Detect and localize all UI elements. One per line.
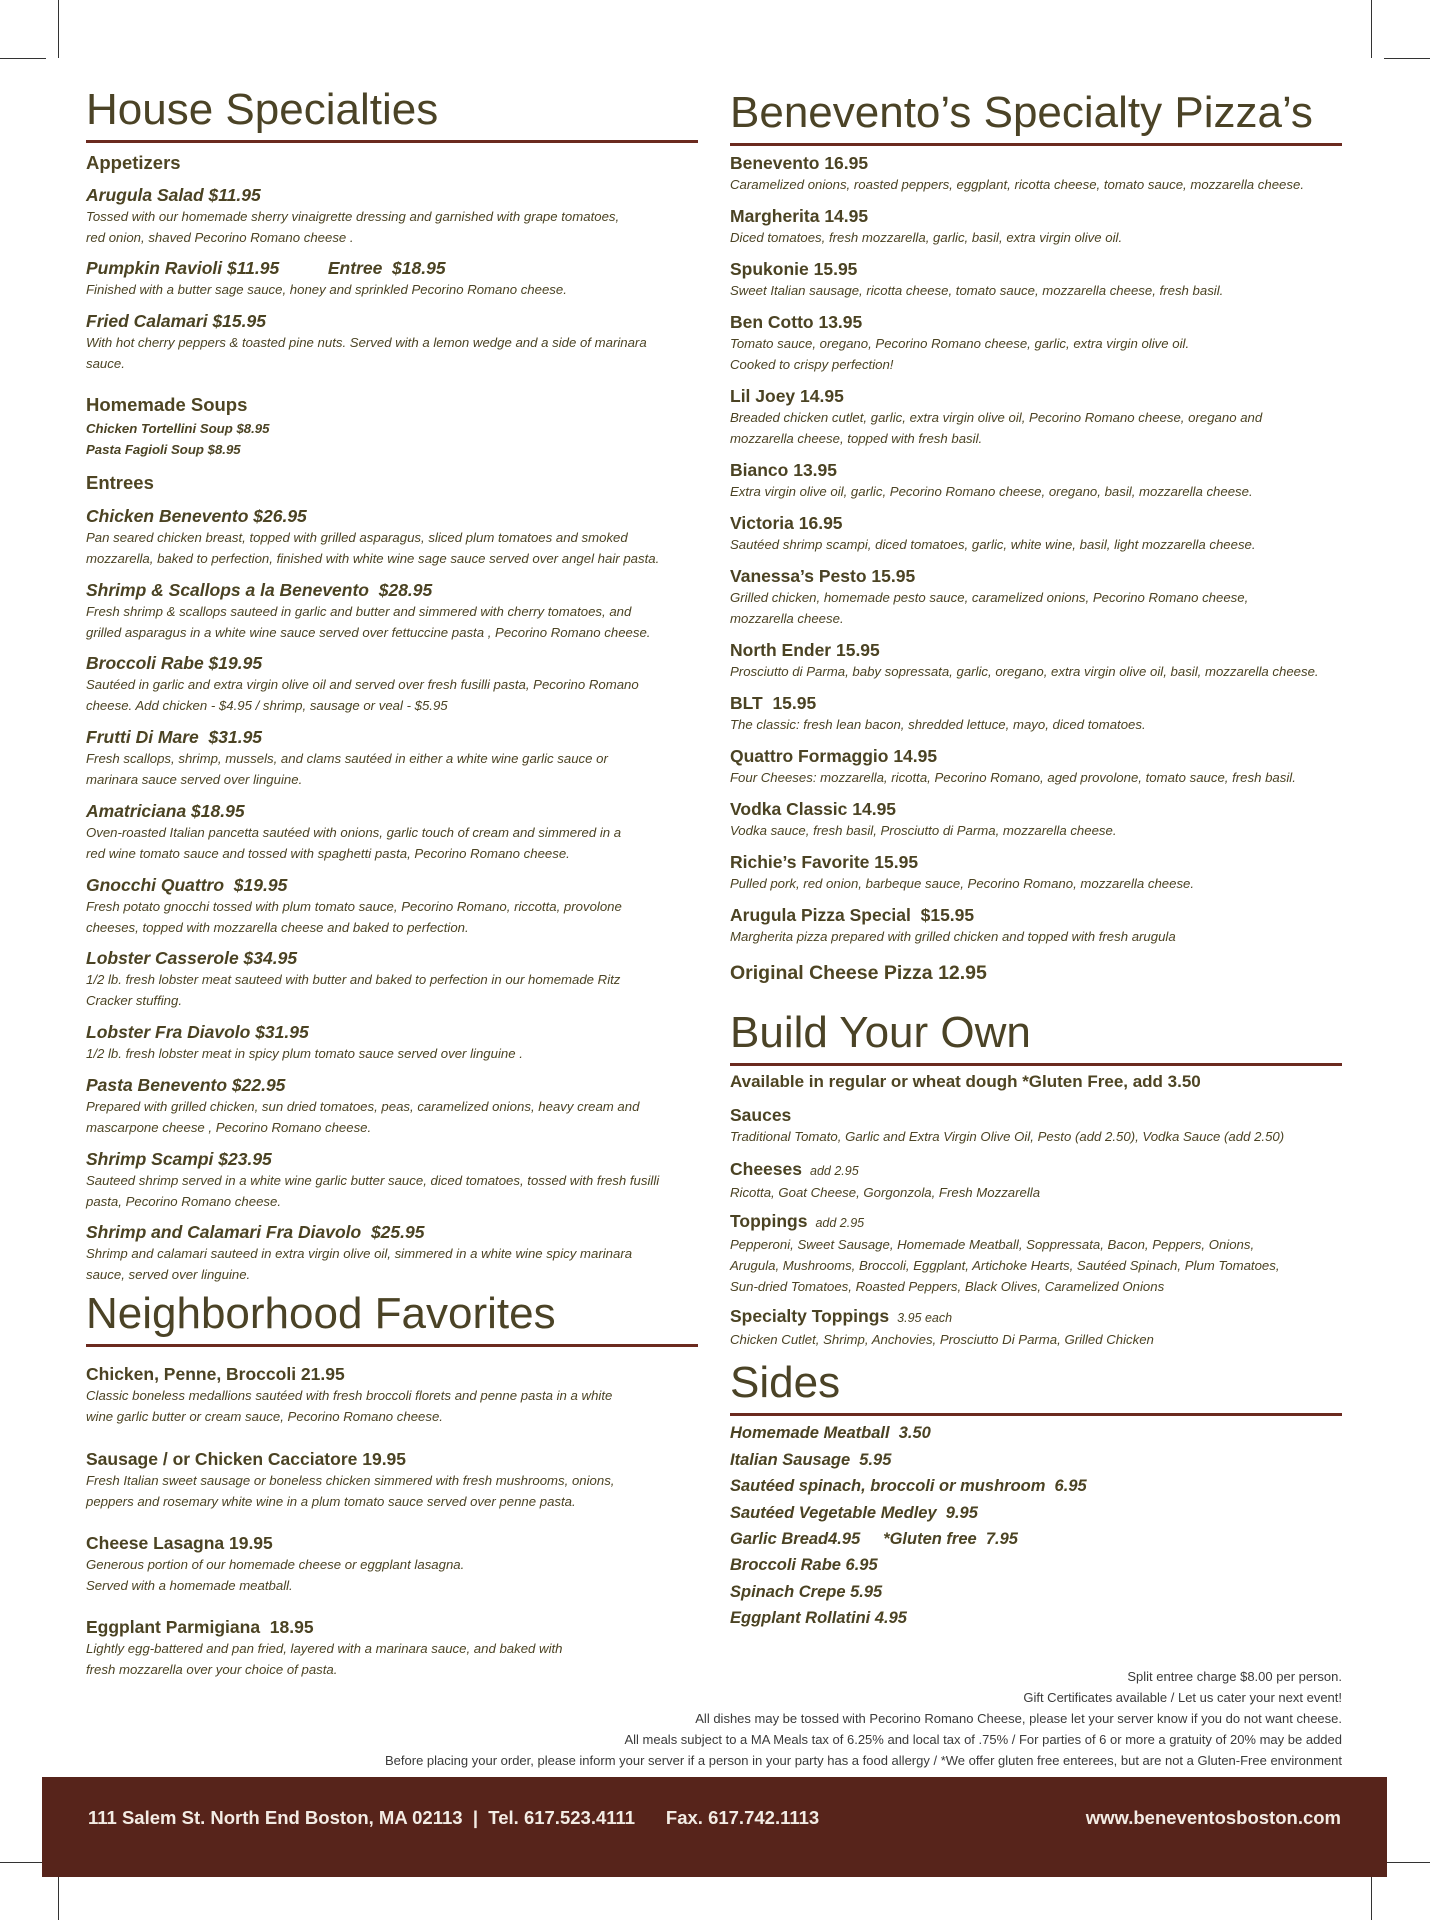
build-your-own-title: Build Your Own (730, 1011, 1342, 1066)
soup-item: Chicken Tortellini Soup $8.95 (86, 421, 270, 436)
item-description: Four Cheeses: mozzarella, ricotta, Pecorino Romano, aged provolone, tomato sauce, fresh basil. (730, 770, 1296, 785)
menu-item (86, 505, 706, 569)
item-description: Fresh potato gnocchi tossed with plum tomato sauce, Pecorino Romano, riccotta, provolone cheeses, topped with mozzarella cheese and baked to perfection. (86, 899, 622, 935)
note-line: All dishes may be tossed with Pecorino Romano Cheese, please let your server know if you do not want cheese. (695, 1711, 1342, 1726)
item-name: Arugula Salad $11.95 (86, 185, 261, 205)
item-name: Vanessa’s Pesto 15.95 (730, 566, 916, 586)
side-item: Homemade Meatball 3.50 (730, 1424, 931, 1442)
menu-item (86, 1074, 706, 1138)
pizza-item (730, 258, 1350, 301)
crop-mark (0, 58, 46, 59)
item-description: Shrimp and calamari sauteed in extra virgin olive oil, simmered in a white wine spicy marinara sauce, served over linguine. (86, 1246, 633, 1282)
crop-mark (58, 0, 59, 58)
crop-mark (1384, 58, 1430, 59)
item-description: Tomato sauce, oregano, Pecorino Romano cheese, garlic, extra virgin olive oil. Cooked to crispy perfection! (730, 336, 1190, 372)
menu-item (86, 652, 706, 716)
item-description: Sautéed shrimp scampi, diced tomatoes, garlic, white wine, basil, light mozzarella cheese. (730, 537, 1256, 552)
menu-item (86, 1448, 706, 1512)
note-line: Gift Certificates available / Let us cater your next event! (1023, 1690, 1342, 1705)
item-description: Breaded chicken cutlet, garlic, extra virgin olive oil, Pecorino Romano cheese, oregano and mozzarella cheese, topped with fresh basil. (730, 410, 1263, 446)
item-description: Sauteed shrimp served in a white wine garlic butter sauce, diced tomatoes, tossed with fresh fusilli pasta, Pecorino Romano cheese. (86, 1173, 660, 1209)
toppings-group (730, 1210, 1350, 1297)
item-name: Ben Cotto 13.95 (730, 312, 863, 332)
item-name: Lobster Casserole $34.95 (86, 948, 298, 968)
item-name: Eggplant Parmigiana 18.95 (86, 1617, 314, 1637)
item-description: Lightly egg-battered and pan fried, layered with a marinara sauce, and baked with fresh mozzarella over your choice of pasta. (86, 1641, 563, 1677)
item-name: Shrimp & Scallops a la Benevento $28.95 (86, 580, 433, 600)
item-name: Vodka Classic 14.95 (730, 799, 897, 819)
specialty-toppings-heading: Specialty Toppings (730, 1306, 890, 1326)
item-description: Diced tomatoes, fresh mozzarella, garlic, basil, extra virgin olive oil. (730, 230, 1123, 245)
item-description: Fresh scallops, shrimp, mussels, and clams sautéed in either a white wine garlic sauce or marinara sauce served over linguine. (86, 751, 608, 787)
side-item: Garlic Bread4.95 *Gluten free 7.95 (730, 1530, 1018, 1548)
item-name: Lobster Fra Diavolo $31.95 (86, 1022, 309, 1042)
note-line: All meals subject to a MA Meals tax of 6.25% and local tax of .75% / For parties of 6 or more a gratuity of 20% may be added (624, 1732, 1342, 1747)
sauces-heading: Sauces (730, 1105, 792, 1125)
item-description: Extra virgin olive oil, garlic, Pecorino Romano cheese, oregano, basil, mozzarella cheese. (730, 484, 1253, 499)
item-name: Frutti Di Mare $31.95 (86, 727, 263, 747)
pizza-item (730, 385, 1350, 449)
item-description: Prepared with grilled chicken, sun dried tomatoes, peas, caramelized onions, heavy cream and mascarpone cheese , Pecorino Romano cheese. (86, 1099, 640, 1135)
side-item: Eggplant Rollatini 4.95 (730, 1609, 907, 1627)
item-name: Fried Calamari $15.95 (86, 311, 266, 331)
address-and-phone: 111 Salem St. North End Boston, MA 02113 | Tel. 617.523.4111 Fax. 617.742.1113 (88, 1807, 820, 1828)
pizza-item (730, 205, 1350, 248)
item-name: Chicken, Penne, Broccoli 21.95 (86, 1364, 345, 1384)
item-description: The classic: fresh lean bacon, shredded lettuce, mayo, diced tomatoes. (730, 717, 1146, 732)
item-name: Margherita 14.95 (730, 206, 869, 226)
item-description: Classic boneless medallions sautéed with fresh broccoli florets and penne pasta in a white wine garlic butter or cream sauce, Pecorino Romano cheese. (86, 1388, 613, 1424)
cheeses-price: add 2.95 (810, 1164, 859, 1178)
item-description: Margherita pizza prepared with grilled chicken and topped with fresh arugula (730, 929, 1176, 944)
item-description: Tossed with our homemade sherry vinaigrette dressing and garnished with grape tomatoes, red onion, shaved Pecorino Romano cheese . (86, 209, 620, 245)
note-line: Before placing your order, please inform your server if a person in your party has a food allergy / *We offer gluten free enterees, but are not a Gluten-Free environment (385, 1753, 1342, 1768)
item-name: Bianco 13.95 (730, 460, 837, 480)
dough-options: Available in regular or wheat dough *Gluten Free, add 3.50 (730, 1072, 1201, 1091)
item-description: Sautéed in garlic and extra virgin olive oil and served over fresh fusilli pasta, Pecorino Romano cheese. Add chicken - $4.95 / shrimp, sausage or veal - $5.95 (86, 677, 639, 713)
specialty-toppings-group (730, 1305, 1350, 1350)
item-description: Fresh shrimp & scallops sauteed in garlic and butter and simmered with cherry tomatoes, and grilled asparagus in a white wine sauce served over fettuccine pasta , Pecorino Romano cheese. (86, 604, 651, 640)
menu-item (86, 1221, 706, 1285)
item-description: Grilled chicken, homemade pesto sauce, caramelized onions, Pecorino Romano cheese, mozzarella cheese. (730, 590, 1249, 626)
sauces-group (730, 1104, 1350, 1147)
toppings-price: add 2.95 (815, 1216, 865, 1230)
item-name: Broccoli Rabe $19.95 (86, 653, 263, 673)
item-name: Richie’s Favorite 15.95 (730, 852, 919, 872)
menu-item (86, 579, 706, 643)
menu-item (86, 726, 706, 790)
pizza-item (730, 311, 1350, 375)
crop-mark (0, 1862, 46, 1863)
fine-print (385, 1666, 1342, 1771)
side-item: Sautéed Vegetable Medley 9.95 (730, 1504, 978, 1522)
neighborhood-favorites-title: Neighborhood Favorites (86, 1292, 698, 1347)
cheeses-group (730, 1158, 1350, 1203)
item-name: Pumpkin Ravioli $11.95 Entree $18.95 (86, 258, 446, 278)
item-name: Shrimp Scampi $23.95 (86, 1149, 272, 1169)
specialty-toppings-price: 3.95 each (897, 1311, 953, 1325)
pizza-item (730, 565, 1350, 629)
side-item: Sautéed spinach, broccoli or mushroom 6.95 (730, 1477, 1087, 1495)
note-line: Split entree charge $8.00 per person. (1127, 1669, 1342, 1684)
menu-item (86, 1148, 706, 1212)
menu-item (86, 947, 706, 1011)
menu-item (86, 1532, 706, 1596)
soup-list (86, 418, 706, 460)
item-description: Prosciutto di Parma, baby sopressata, garlic, oregano, extra virgin olive oil, basil, mozzarella cheese. (730, 664, 1319, 679)
pizza-item (730, 745, 1350, 788)
item-name: Victoria 16.95 (730, 513, 843, 533)
pizza-item (730, 851, 1350, 894)
soups-heading: Homemade Soups (86, 394, 248, 415)
menu-item (86, 1021, 706, 1064)
menu-item (86, 310, 706, 374)
side-item: Broccoli Rabe 6.95 (730, 1556, 878, 1574)
item-name: Quattro Formaggio 14.95 (730, 746, 938, 766)
item-name: Shrimp and Calamari Fra Diavolo $25.95 (86, 1222, 425, 1242)
cheeses-heading: Cheeses (730, 1159, 802, 1179)
menu-item (86, 874, 706, 938)
item-description: Vodka sauce, fresh basil, Prosciutto di Parma, mozzarella cheese. (730, 823, 1117, 838)
entrees-heading: Entrees (86, 472, 154, 493)
menu-item (86, 257, 706, 300)
menu-item (86, 1363, 706, 1427)
item-description: 1/2 lb. fresh lobster meat sauteed with butter and baked to perfection in our homemade Ritz Cracker stuffing. (86, 972, 621, 1008)
pizza-item (730, 459, 1350, 502)
pizza-item (730, 798, 1350, 841)
item-description: Pan seared chicken breast, topped with grilled asparagus, sliced plum tomatoes and smoked mozzarella, baked to perfection, finished with white wine sage sauce served over angel hair pasta. (86, 530, 660, 566)
item-description: Finished with a butter sage sauce, honey and sprinkled Pecorino Romano cheese. (86, 282, 567, 297)
pizza-item (730, 692, 1350, 735)
pizza-item (730, 512, 1350, 555)
item-name: Benevento 16.95 (730, 153, 869, 173)
menu-item (86, 800, 706, 864)
item-name: Cheese Lasagna 19.95 (86, 1533, 273, 1553)
item-name: BLT 15.95 (730, 693, 817, 713)
sauces-list: Traditional Tomato, Garlic and Extra Virgin Olive Oil, Pesto (add 2.50), Vodka Sauce (add 2.50) (730, 1129, 1285, 1144)
item-name: Spukonie 15.95 (730, 259, 858, 279)
item-description: Sweet Italian sausage, ricotta cheese, tomato sauce, mozzarella cheese, fresh basil. (730, 283, 1224, 298)
pizza-item (730, 639, 1350, 682)
item-description: 1/2 lb. fresh lobster meat in spicy plum tomato sauce served over linguine . (86, 1046, 523, 1061)
item-description: Pulled pork, red onion, barbeque sauce, Pecorino Romano, mozzarella cheese. (730, 876, 1195, 891)
specialty-toppings-list: Chicken Cutlet, Shrimp, Anchovies, Prosciutto Di Parma, Grilled Chicken (730, 1332, 1154, 1347)
crop-mark (1371, 0, 1372, 58)
item-name: North Ender 15.95 (730, 640, 880, 660)
house-specialties-title: House Specialties (86, 88, 698, 143)
pizza-item (730, 152, 1350, 195)
toppings-heading: Toppings (730, 1211, 808, 1231)
side-item: Italian Sausage 5.95 (730, 1451, 892, 1469)
item-name: Gnocchi Quattro $19.95 (86, 875, 288, 895)
pizza-item (730, 904, 1350, 947)
appetizers-heading: Appetizers (86, 152, 181, 173)
item-name: Lil Joey 14.95 (730, 386, 844, 406)
footer-bar (42, 1777, 1387, 1877)
item-description: Caramelized onions, roasted peppers, eggplant, ricotta cheese, tomato sauce, mozzarella cheese. (730, 177, 1304, 192)
item-description: Generous portion of our homemade cheese or eggplant lasagna. Served with a homemade meatball. (86, 1557, 465, 1593)
item-name: Arugula Pizza Special $15.95 (730, 905, 975, 925)
side-item: Spinach Crepe 5.95 (730, 1583, 883, 1601)
cheeses-list: Ricotta, Goat Cheese, Gorgonzola, Fresh Mozzarella (730, 1185, 1041, 1200)
item-name: Sausage / or Chicken Cacciatore 19.95 (86, 1449, 407, 1469)
original-cheese-pizza: Original Cheese Pizza 12.95 (730, 962, 987, 984)
toppings-list: Pepperoni, Sweet Sausage, Homemade Meatball, Soppressata, Bacon, Peppers, Onions, Arugula, Mushrooms, Broccoli, Eggplant, Artichoke Hearts, Sautéed Spinach, Plum Tomatoes, Sun-dried Tomatoes, Roasted Peppers, Black Olives, Caramelized Onions (730, 1237, 1280, 1294)
specialty-pizzas-title: Benevento’s Specialty Pizza’s (730, 91, 1342, 146)
website-link[interactable]: www.beneventosboston.com (1085, 1807, 1341, 1828)
sides-title: Sides (730, 1361, 1342, 1416)
menu-item (86, 184, 706, 248)
soup-item: Pasta Fagioli Soup $8.95 (86, 442, 241, 457)
item-description: Oven-roasted Italian pancetta sautéed with onions, garlic touch of cream and simmered in a red wine tomato sauce and tossed with spaghetti pasta, Pecorino Romano cheese. (86, 825, 622, 861)
item-description: Fresh Italian sweet sausage or boneless chicken simmered with fresh mushrooms, onions, peppers and rosemary white wine in a plum tomato sauce served over penne pasta. (86, 1473, 615, 1509)
item-name: Amatriciana $18.95 (86, 801, 245, 821)
item-description: With hot cherry peppers & toasted pine nuts. Served with a lemon wedge and a side of marinara sauce. (86, 335, 647, 371)
item-name: Chicken Benevento $26.95 (86, 506, 307, 526)
crop-mark (1384, 1862, 1430, 1863)
item-name: Pasta Benevento $22.95 (86, 1075, 286, 1095)
